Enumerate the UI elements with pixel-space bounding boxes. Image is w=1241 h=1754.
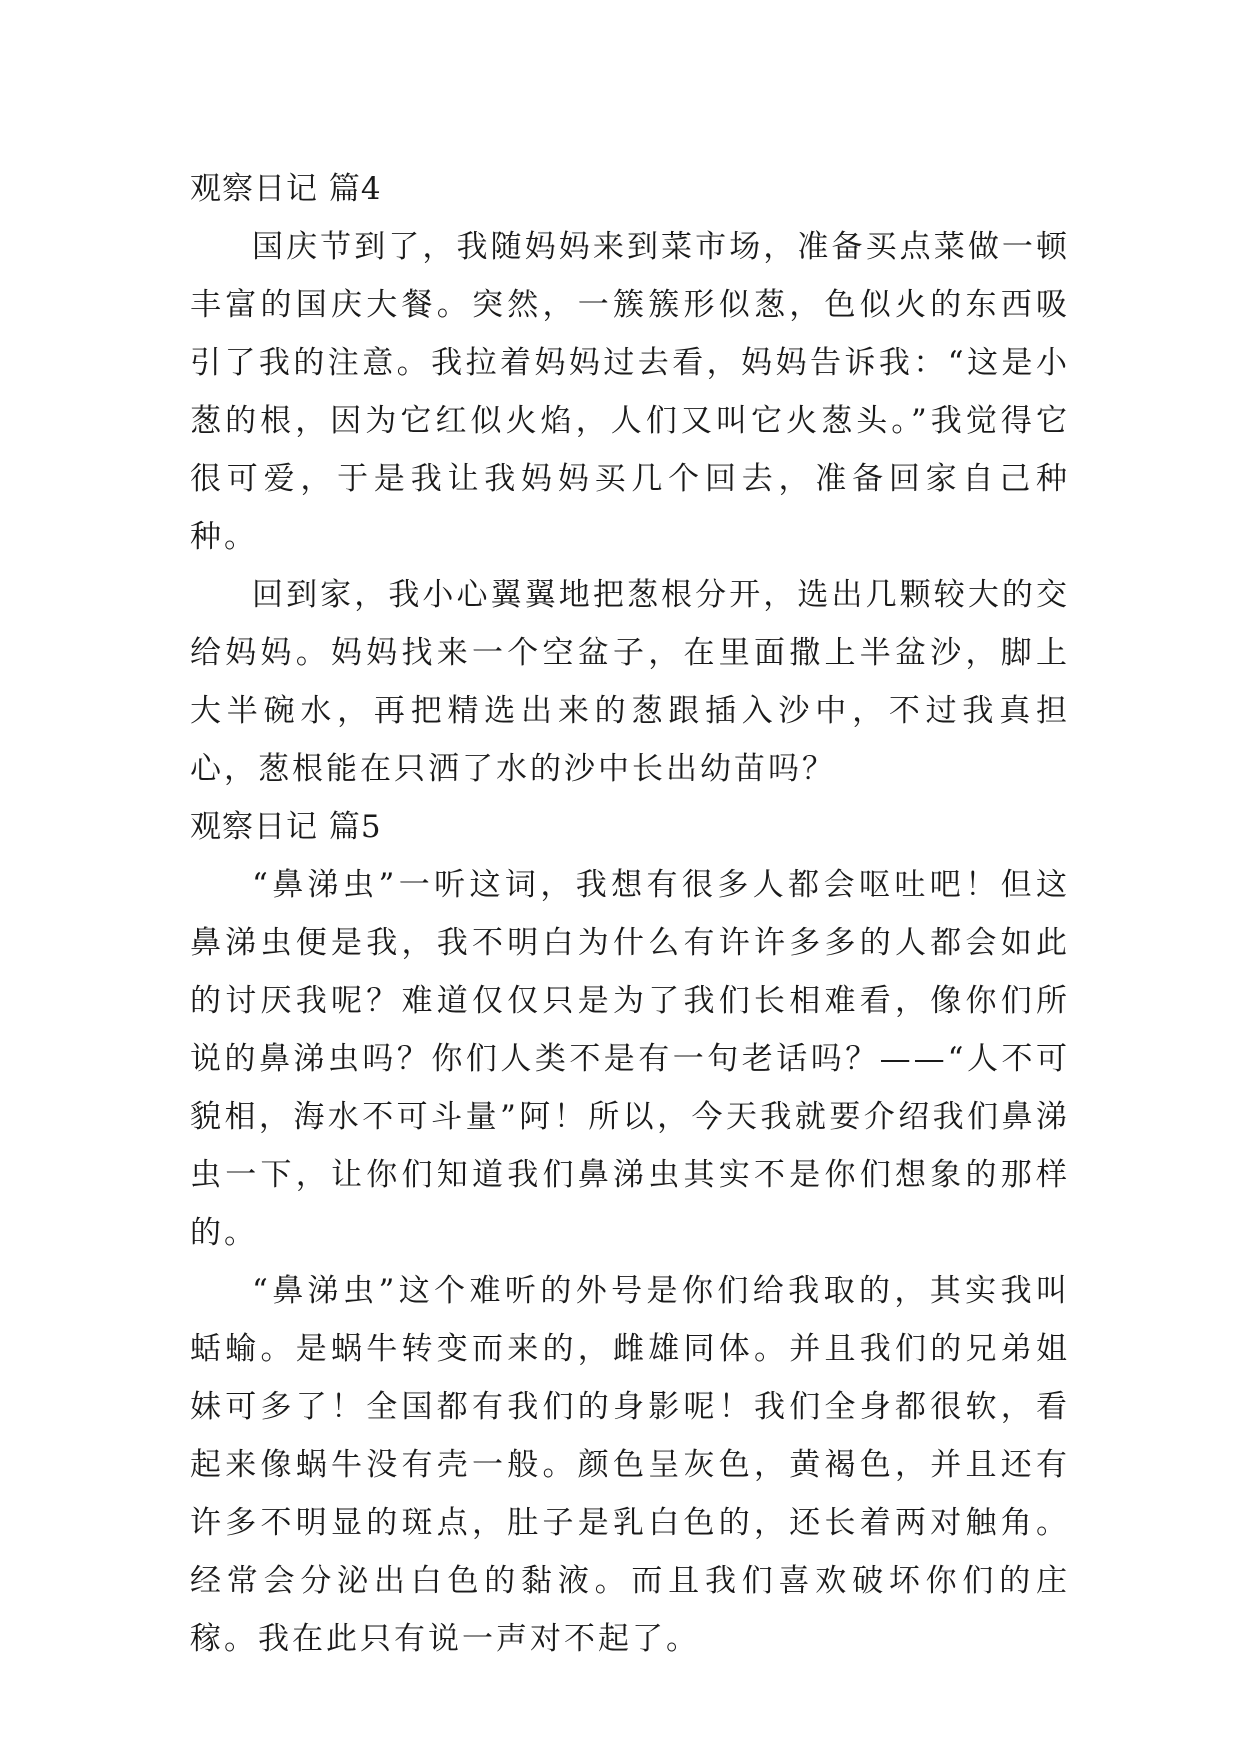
document-body	[190, 160, 1070, 1668]
paragraph: 回到家，我小心翼翼地把葱根分开，选出几颗较大的交给妈妈。妈妈找来一个空盆子，在里面撒上半盆沙，脚上大半碗水，再把精选出来的葱跟插入沙中，不过我真担心，葱根能在只洒了水的沙中长出幼苗吗？	[190, 577, 1070, 787]
section-heading-5: 观察日记 篇5	[190, 809, 382, 845]
section-heading-4: 观察日记 篇4	[190, 171, 382, 207]
paragraph: 国庆节到了，我随妈妈来到菜市场，准备买点菜做一顿丰富的国庆大餐。突然，一簇簇形似葱，色似火的东西吸引了我的注意。我拉着妈妈过去看，妈妈告诉我：“这是小葱的根，因为它红似火焰，人们又叫它火葱头。”我觉得它很可爱，于是我让我妈妈买几个回去，准备回家自己种种。	[190, 229, 1070, 555]
paragraph: “鼻涕虫”这个难听的外号是你们给我取的，其实我叫蛞蝓。是蜗牛转变而来的，雌雄同体。并且我们的兄弟姐妹可多了！全国都有我们的身影呢！我们全身都很软，看起来像蜗牛没有壳一般。颜色呈灰色，黄褐色，并且还有许多不明显的斑点，肚子是乳白色的，还长着两对触角。经常会分泌出白色的黏液。而且我们喜欢破坏你们的庄稼。我在此只有说一声对不起了。	[190, 1273, 1070, 1657]
paragraph: “鼻涕虫”一听这词，我想有很多人都会呕吐吧！但这鼻涕虫便是我，我不明白为什么有许许多多的人都会如此的讨厌我呢？难道仅仅只是为了我们长相难看，像你们所说的鼻涕虫吗？你们人类不是有一句老话吗？——“人不可貌相，海水不可斗量”阿！所以，今天我就要介绍我们鼻涕虫一下，让你们知道我们鼻涕虫其实不是你们想象的那样的。	[190, 867, 1070, 1251]
